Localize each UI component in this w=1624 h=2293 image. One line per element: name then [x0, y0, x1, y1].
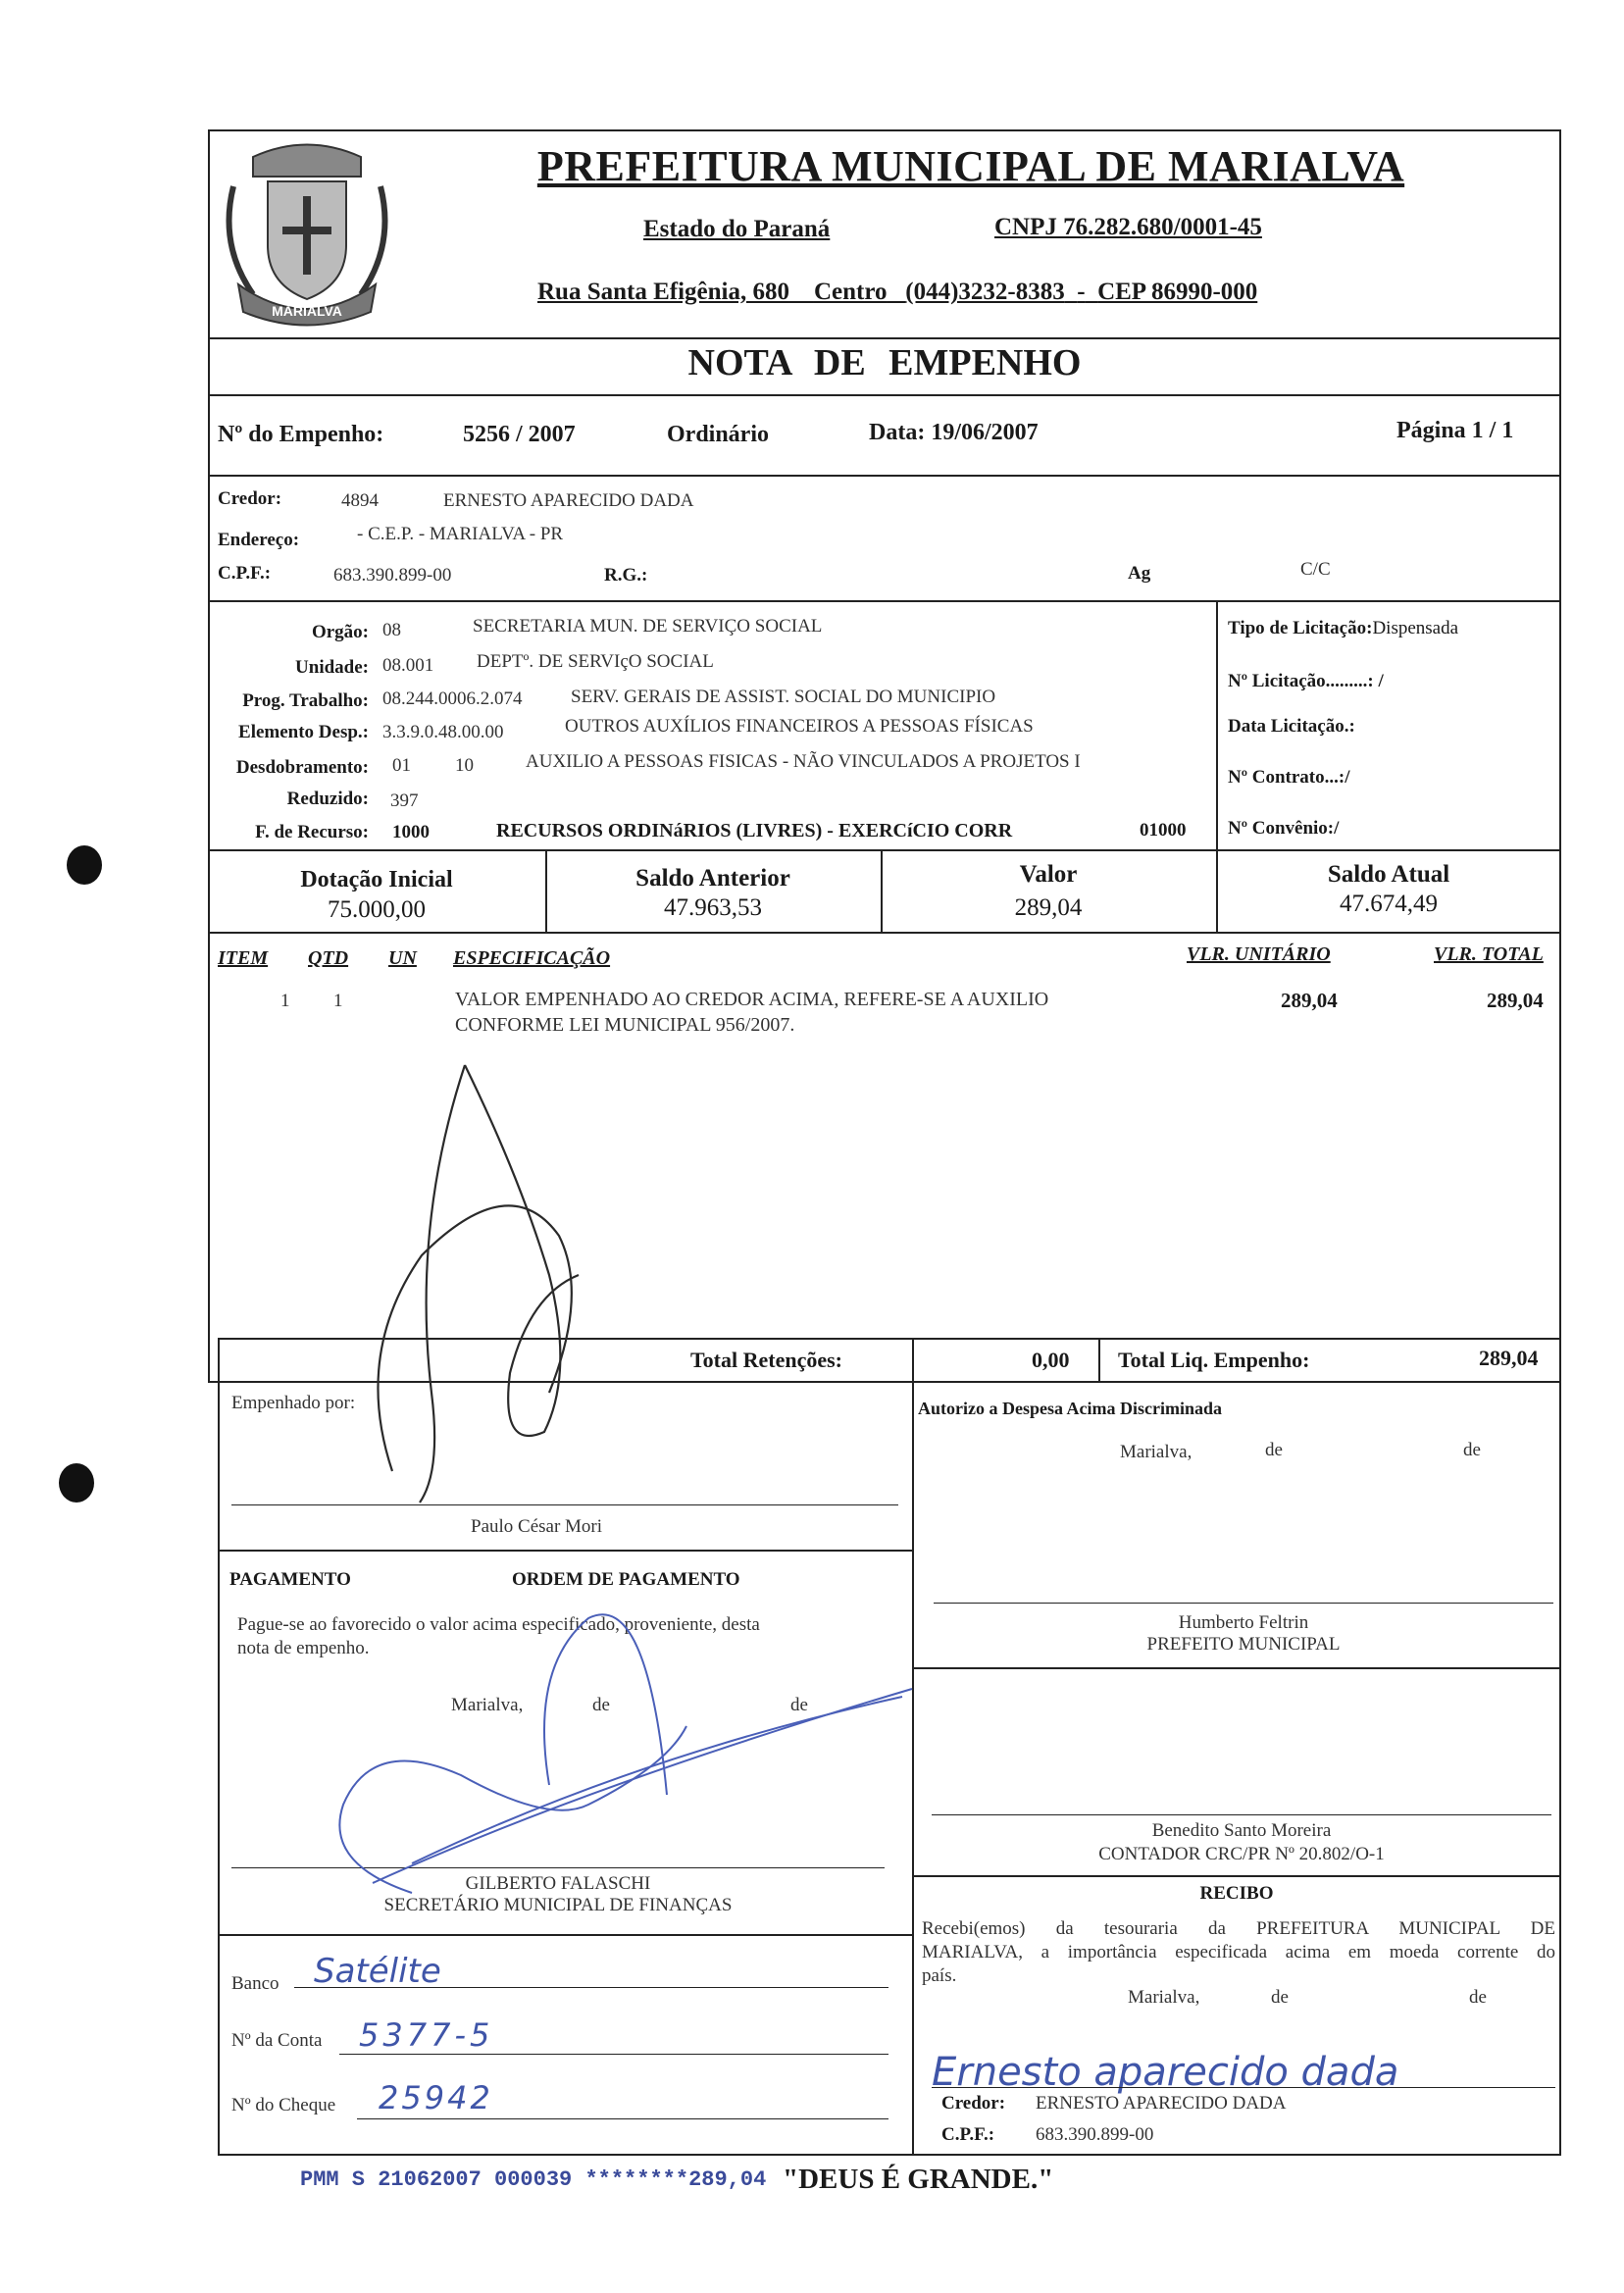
desd-code-b: 10 — [455, 755, 474, 776]
autorizo-de-2: de — [1463, 1440, 1481, 1460]
recibo-place: Marialva, — [1128, 1987, 1200, 2008]
empenho-page: Página 1 / 1 — [1396, 418, 1514, 443]
pagamento-text-1: Pague-se ao favorecido o valor acima especificado, proveniente, desta — [237, 1614, 760, 1635]
cpf-value: 683.390.899-00 — [333, 565, 452, 586]
ordem-label: ORDEM DE PAGAMENTO — [512, 1569, 740, 1590]
liquido-label: Total Liq. Empenho: — [1118, 1348, 1310, 1372]
header-sep: - — [1077, 279, 1086, 305]
cpf-label: C.P.F.: — [218, 563, 272, 584]
header-phone: (044)3232-8383 — [905, 279, 1065, 305]
pagamento-de-1: de — [592, 1695, 610, 1715]
recibo-credor-label: Credor: — [941, 2093, 1006, 2114]
valor-value: 289,04 — [1014, 894, 1083, 921]
item-spec-1: VALOR EMPENHADO AO CREDOR ACIMA, REFERE-SE A AUXILIO — [455, 989, 1049, 1010]
cheque-value: 25942 — [379, 2079, 493, 2116]
recibo-cpf-label: C.P.F.: — [941, 2124, 995, 2145]
doc-title: NOTA DE EMPENHO — [687, 342, 1082, 383]
prog-value: SERV. GERAIS DE ASSIST. SOCIAL DO MUNICIPIO — [571, 687, 996, 707]
cc-label: C/C — [1300, 559, 1331, 580]
item-unit: 289,04 — [1281, 989, 1338, 1012]
autorizo-de-1: de — [1265, 1440, 1283, 1460]
ag-label: Ag — [1128, 563, 1151, 584]
atual-label: Saldo Atual — [1327, 861, 1450, 888]
anterior-value: 47.963,53 — [664, 894, 762, 921]
empenho-date: Data: 19/06/2007 — [869, 420, 1039, 445]
pagamento-text-2: nota de empenho. — [237, 1638, 370, 1658]
autorizo-place: Marialva, — [1120, 1442, 1193, 1462]
pagamento-label: PAGAMENTO — [229, 1569, 351, 1590]
col-qtd: QTD — [308, 947, 349, 969]
header-street: Rua Santa Efigênia, 680 — [537, 279, 789, 305]
col-un: UN — [388, 947, 417, 969]
licitacao-num: Nº Licitação.........: / — [1228, 671, 1384, 691]
recibo-text-2: MARIALVA, a importância especificada acima em moeda corrente do — [922, 1942, 1555, 1962]
recibo-text-3: país. — [922, 1965, 957, 1986]
retencoes-label: Total Retenções: — [690, 1348, 842, 1372]
empenho-type: Ordinário — [667, 422, 770, 447]
recibo-signature: Ernesto aparecido dada — [932, 2050, 1399, 2095]
elem-value: OUTROS AUXÍLIOS FINANCEIROS A PESSOAS FÍSICAS — [565, 716, 1034, 737]
recibo-de-2: de — [1469, 1987, 1487, 2008]
header-title: PREFEITURA MUNICIPAL DE MARIALVA — [536, 142, 1405, 190]
endereco-label: Endereço: — [218, 530, 300, 550]
anterior-label: Saldo Anterior — [635, 865, 790, 892]
cheque-label: Nº do Cheque — [231, 2095, 336, 2115]
item-number: 1 — [280, 991, 290, 1011]
orgao-label: Orgão: — [311, 622, 369, 642]
unidade-value: DEPTº. DE SERVIçO SOCIAL — [477, 651, 714, 672]
valor-label: Valor — [1019, 861, 1078, 888]
licitacao-tipo-value: Dispensada — [1372, 618, 1459, 638]
dotacao-value: 75.000,00 — [328, 896, 426, 923]
credor-code: 4894 — [341, 490, 379, 511]
licitacao-tipo-label: Tipo de Licitação: — [1228, 618, 1373, 638]
desd-code-a: 01 — [392, 755, 411, 776]
contador-role: CONTADOR CRC/PR Nº 20.802/O-1 — [1098, 1844, 1385, 1864]
pagamento-name: GILBERTO FALASCHI — [465, 1873, 651, 1894]
item-qtd: 1 — [333, 991, 343, 1011]
licitacao-data: Data Licitação.: — [1228, 716, 1355, 737]
conta-label: Nº da Conta — [231, 2030, 323, 2051]
header-cnpj: CNPJ 76.282.680/0001-45 — [994, 214, 1262, 240]
desd-label: Desdobramento: — [235, 757, 369, 778]
autorizo-role: PREFEITO MUNICIPAL — [1146, 1634, 1341, 1655]
fonte-code: 1000 — [392, 822, 430, 842]
credor-name: ERNESTO APARECIDO DADA — [443, 490, 694, 511]
autorizo-label: Autorizo a Despesa Acima Discriminada — [918, 1399, 1222, 1418]
item-total: 289,04 — [1487, 989, 1544, 1012]
footer-motto: "DEUS É GRANDE." — [783, 2164, 1054, 2195]
reduzido-label: Reduzido: — [286, 789, 369, 809]
header-estado: Estado do Paraná — [643, 216, 831, 242]
item-spec-2: CONFORME LEI MUNICIPAL 956/2007. — [455, 1014, 795, 1036]
footer-stamp: PMM S 21062007 000039 ********289,04 — [300, 2167, 767, 2192]
header-centro: Centro — [813, 279, 888, 305]
col-total: VLR. TOTAL — [1434, 943, 1544, 965]
licitacao-convenio: Nº Convênio:/ — [1228, 818, 1340, 839]
fonte-label: F. de Recurso: — [255, 822, 369, 842]
elem-label: Elemento Desp.: — [238, 722, 369, 742]
reduzido-value: 397 — [390, 790, 419, 811]
svg-text:MARIALVA: MARIALVA — [272, 303, 342, 319]
recibo-credor-value: ERNESTO APARECIDO DADA — [1036, 2093, 1287, 2114]
orgao-value: SECRETARIA MUN. DE SERVIÇO SOCIAL — [473, 616, 823, 637]
fonte-value: RECURSOS ORDINáRIOS (LIVRES) - EXERCíCIO CORR — [496, 820, 1013, 841]
credor-label: Credor: — [218, 488, 282, 509]
empenho-label: Nº do Empenho: — [218, 422, 384, 447]
retencoes-value: 0,00 — [1032, 1348, 1070, 1372]
banco-value: Satélite — [314, 1952, 441, 1991]
empenho-number: 5256 / 2007 — [463, 422, 576, 447]
col-item: ITEM — [218, 947, 269, 969]
fonte-code2: 01000 — [1140, 820, 1187, 841]
licitacao-contrato: Nº Contrato...:/ — [1228, 767, 1350, 788]
rg-label: R.G.: — [604, 565, 648, 586]
header-cep: CEP 86990-000 — [1097, 279, 1258, 305]
pagamento-place: Marialva, — [451, 1695, 524, 1715]
orgao-code: 08 — [382, 620, 401, 640]
liquido-value: 289,04 — [1479, 1346, 1539, 1370]
elem-code: 3.3.9.0.48.00.00 — [382, 722, 504, 742]
contador-name: Benedito Santo Moreira — [1151, 1820, 1332, 1841]
col-espec: ESPECIFICAÇÃO — [453, 947, 611, 969]
pagamento-role: SECRETÁRIO MUNICIPAL DE FINANÇAS — [383, 1895, 733, 1915]
autorizo-name: Humberto Feltrin — [1178, 1612, 1309, 1633]
empenhado-name: Paulo César Mori — [471, 1516, 603, 1537]
prog-code: 08.244.0006.2.074 — [382, 688, 523, 709]
atual-value: 47.674,49 — [1340, 891, 1438, 917]
endereco-value: - C.E.P. - MARIALVA - PR — [357, 524, 564, 544]
conta-value: 5377-5 — [359, 2016, 494, 2054]
banco-label: Banco — [231, 1973, 279, 1994]
recibo-de-1: de — [1271, 1987, 1289, 2008]
recibo-text-1: Recebi(emos) da tesouraria da PREFEITURA MUNICIPAL DE — [922, 1918, 1555, 1939]
empenhado-label: Empenhado por: — [231, 1393, 356, 1413]
pagamento-de-2: de — [790, 1695, 808, 1715]
dotacao-label: Dotação Inicial — [300, 867, 453, 892]
col-unit: VLR. UNITÁRIO — [1187, 943, 1331, 965]
desd-value: AUXILIO A PESSOAS FISICAS - NÃO VINCULADOS A PROJETOS I — [526, 751, 1081, 772]
prog-label: Prog. Trabalho: — [242, 690, 369, 711]
recibo-label: RECIBO — [1199, 1883, 1274, 1904]
unidade-code: 08.001 — [382, 655, 434, 676]
recibo-cpf-value: 683.390.899-00 — [1036, 2124, 1154, 2145]
unidade-label: Unidade: — [295, 657, 369, 678]
